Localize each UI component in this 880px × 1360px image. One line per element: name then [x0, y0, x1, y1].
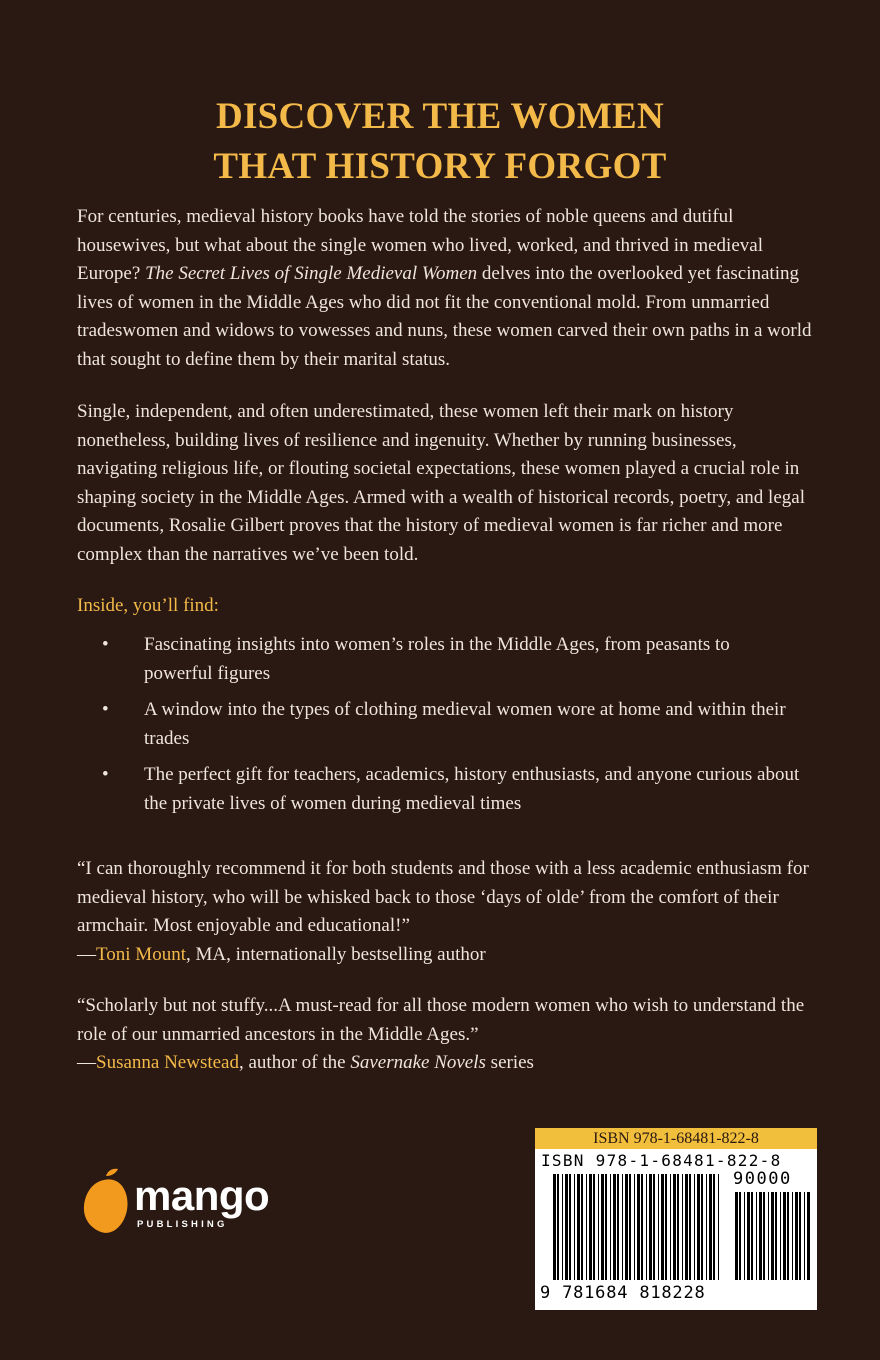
mango-fruit-icon	[80, 1166, 132, 1238]
bullet-icon: •	[102, 764, 109, 786]
barcode-bar	[673, 1174, 676, 1280]
barcode-bar	[709, 1174, 712, 1280]
barcode-bar	[634, 1174, 635, 1280]
barcode-bar	[670, 1174, 671, 1280]
bullet-icon: •	[102, 699, 109, 721]
testimonial-2-text: “Scholarly but not stuffy...A must-read for all those modern women who wish to understand the role of our unmarried ancestors in the Middle Ages.”	[77, 995, 805, 1045]
barcode-bar	[783, 1192, 786, 1280]
isbn-text: ISBN 978-1-68481-822-8	[541, 1151, 782, 1170]
barcode-bar	[694, 1174, 695, 1280]
barcode-bar	[807, 1192, 810, 1280]
headline-line-2: THAT HISTORY FORGOT	[213, 146, 667, 187]
barcode-bar	[581, 1174, 583, 1280]
list-item	[102, 631, 802, 688]
paragraph-2-text: Single, independent, and often underestimated, these women left their mark on history nonetheless, building lives of resilience and ingenuity. Whether by running businesses, navigating religious life, or flouting societal expectations, these women played a crucial role in shaping society in the Middle Ages. Armed with a wealth of historical records, poetry, and legal documents, Rosalie Gilbert proves that the history of medieval women is far richer and more complex than the narratives we’ve been told.	[77, 401, 805, 565]
description-paragraph-2	[77, 398, 817, 570]
list-item-text: Fascinating insights into women’s roles in the Middle Ages, from peasants to powerful figures	[144, 634, 730, 684]
barcode-bar	[768, 1192, 769, 1280]
barcode-bar	[622, 1174, 623, 1280]
testimonial-2-credential-a: , author of the	[239, 1052, 351, 1074]
barcode-bar	[697, 1174, 700, 1280]
barcode-bar	[557, 1174, 559, 1280]
isbn-barcode	[535, 1128, 817, 1310]
list-item-text: A window into the types of clothing medieval women wore at home and within their trades	[144, 699, 786, 749]
barcode-bar	[799, 1192, 801, 1280]
testimonial-1-credential: , MA, internationally bestselling author	[185, 943, 486, 965]
barcode-bar	[610, 1174, 611, 1280]
barcode-bar	[795, 1192, 798, 1280]
barcode-bar	[637, 1174, 640, 1280]
testimonial-1-text: “I can thoroughly recommend it for both students and those with a less academic enthusiasm for medieval history, who will be whisked back to those ‘days of olde’ from the comfort of their armchair. Most enjoyable and educational!”	[77, 858, 809, 937]
list-item	[102, 696, 802, 753]
feature-list	[102, 631, 802, 827]
barcode-bar	[677, 1174, 679, 1280]
barcode-bar	[586, 1174, 587, 1280]
paragraph-1-rest: delves into the overlooked yet fascinating lives of women in the Middle Ages who did not fit the conventional mold. From unmarried tradeswomen and widows to vowesses and nuns, these women carved their own paths in a world that sought to define them by their marital status.	[77, 263, 812, 370]
barcode-bar	[653, 1174, 655, 1280]
barcode-bar	[565, 1174, 568, 1280]
testimonial-2-author: Susanna Newstead	[96, 1052, 239, 1074]
barcode-bar	[780, 1192, 781, 1280]
testimonial-1-author: Toni Mount	[96, 943, 186, 965]
barcode-bar	[744, 1192, 745, 1280]
barcode-bar	[682, 1174, 683, 1280]
barcode-bar	[562, 1174, 563, 1280]
attribution-dash: —	[77, 943, 96, 965]
barcode-bar	[593, 1174, 595, 1280]
inside-heading: Inside, you’ll find:	[77, 595, 219, 616]
testimonial-1-attribution	[77, 941, 817, 970]
barcode-bar	[589, 1174, 592, 1280]
barcode-bar	[598, 1174, 599, 1280]
barcode-bar	[658, 1174, 659, 1280]
paragraph-1-lead: For centuries, medieval history books have told the stories of noble queens and dutiful housewives, but what about the single women who lived, worked, and thrived in medieval Europe?	[77, 206, 763, 285]
barcode-bar	[804, 1192, 805, 1280]
barcode-bar	[756, 1192, 757, 1280]
bullet-icon: •	[102, 634, 109, 655]
barcode-bar	[713, 1174, 715, 1280]
testimonial-2-attribution	[77, 1049, 817, 1078]
barcode-bar	[771, 1192, 774, 1280]
barcode-bar	[689, 1174, 691, 1280]
barcode-bar	[661, 1174, 664, 1280]
barcode-bar	[747, 1192, 750, 1280]
publisher-logo	[80, 1162, 300, 1242]
barcode-bar	[739, 1192, 741, 1280]
barcode-bar	[735, 1192, 738, 1280]
publisher-name: mango	[134, 1172, 270, 1219]
barcode-bar	[646, 1174, 647, 1280]
publisher-sub: PUBLISHING	[137, 1219, 228, 1230]
barcode-bar	[665, 1174, 667, 1280]
headline-line-1: DISCOVER THE WOMEN	[215, 96, 665, 137]
barcode-bar	[706, 1174, 707, 1280]
barcode-bar	[574, 1174, 575, 1280]
barcode-bar	[641, 1174, 643, 1280]
testimonial-2-credential-b: series	[485, 1052, 534, 1074]
attribution-dash: —	[77, 1052, 96, 1074]
headline	[0, 92, 880, 192]
barcode-bar	[701, 1174, 703, 1280]
testimonial-2	[77, 992, 817, 1078]
description-paragraph-1	[77, 203, 817, 375]
barcode-bar	[685, 1174, 688, 1280]
barcode-bar	[625, 1174, 628, 1280]
barcode-bar	[613, 1174, 616, 1280]
list-item-text: The perfect gift for teachers, academics, history enthusiasts, and anyone curious about the private lives of women during medieval times	[144, 764, 800, 814]
barcode-bar	[718, 1174, 719, 1280]
isbn-label: ISBN 978-1-68481-822-8	[535, 1128, 817, 1149]
barcode-bar	[787, 1192, 789, 1280]
book-title: The Secret Lives of Single Medieval Women	[145, 263, 478, 285]
barcode-bar	[629, 1174, 631, 1280]
barcode-bar	[605, 1174, 607, 1280]
list-item	[102, 761, 802, 818]
barcode-bar	[577, 1174, 580, 1280]
price-code: 90000	[733, 1169, 792, 1189]
barcode-bar	[792, 1192, 793, 1280]
barcode-bar	[775, 1192, 777, 1280]
series-title: Savernake Novels	[350, 1052, 486, 1074]
barcode-bar	[553, 1174, 556, 1280]
barcode-bar	[569, 1174, 571, 1280]
barcode-bar	[601, 1174, 604, 1280]
barcode-bar	[763, 1192, 765, 1280]
barcode-bar	[649, 1174, 652, 1280]
barcode-bar	[751, 1192, 753, 1280]
testimonial-1	[77, 855, 817, 969]
barcode-bar	[759, 1192, 762, 1280]
barcode-digits: 9 781684 818228	[540, 1283, 706, 1303]
barcode-bar	[617, 1174, 619, 1280]
